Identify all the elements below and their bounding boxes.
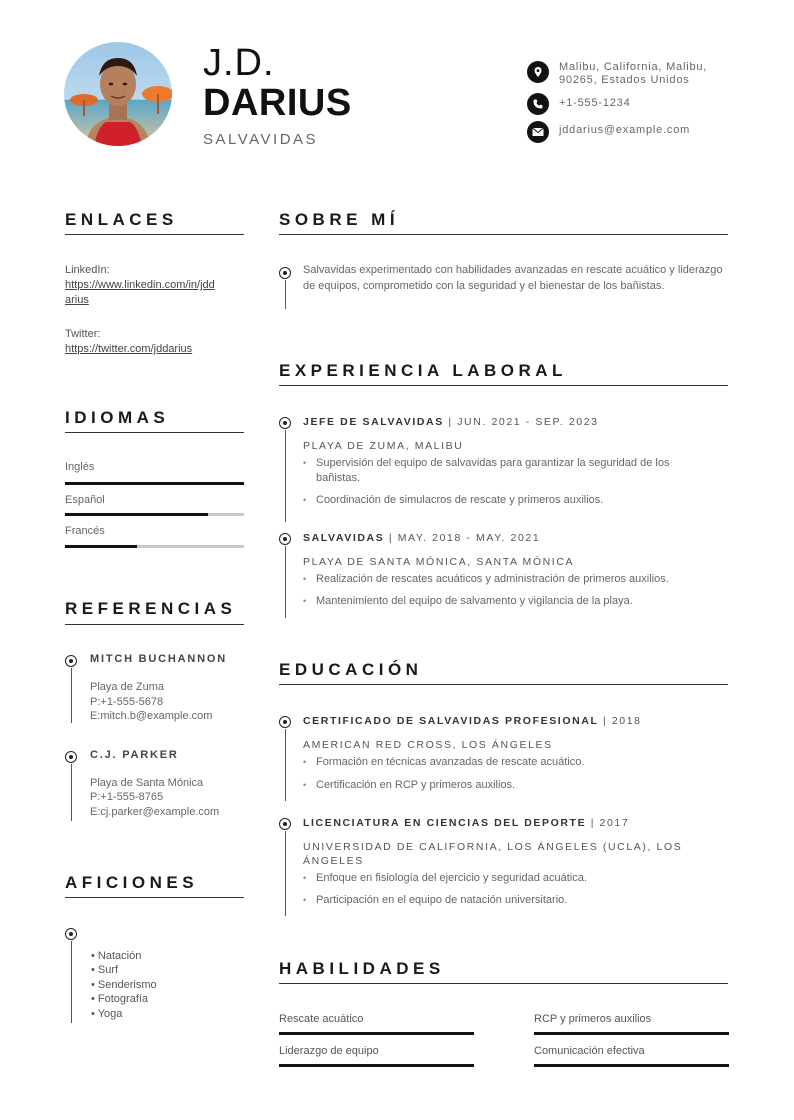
education-school: AMERICAN RED CROSS, LOS ÁNGELES — [303, 739, 553, 751]
reference-name: MITCH BUCHANNON — [90, 653, 227, 665]
linkedin-url-line-2[interactable]: arius — [65, 294, 89, 306]
contact-address — [527, 61, 737, 87]
about-text: Salvavidas experimentado con habilidades avanzadas en rescate acuático y liderazgo de equipos, comprometido con la seguridad y el bienestar de los bañistas. — [303, 264, 723, 292]
language-level-bar — [65, 513, 244, 516]
timeline-dot-icon — [279, 267, 291, 279]
hobby-item: • Natación — [91, 950, 142, 962]
experience-divider — [279, 385, 728, 386]
education-bullet: • Formación en técnicas avanzadas de rescate acuático. — [316, 755, 716, 770]
timeline-line — [285, 280, 286, 309]
language-label: Español — [65, 494, 105, 506]
address-line-1: Malibu, California, Malibu, — [559, 61, 708, 73]
job-title-line — [303, 416, 599, 428]
twitter-block — [65, 327, 245, 357]
job-dates: | MAY. 2018 - MAY. 2021 — [384, 532, 541, 544]
last-name: DARIUS — [203, 82, 352, 124]
contact-email — [527, 121, 737, 143]
skill-bar — [534, 1064, 729, 1067]
hobbies-divider — [65, 897, 244, 898]
about-divider — [279, 234, 728, 235]
languages-heading: IDIOMAS — [65, 408, 170, 427]
linkedin-block — [65, 263, 245, 308]
hobbies-heading: AFICIONES — [65, 873, 199, 892]
about-heading: SOBRE MÍ — [279, 210, 400, 229]
email-text: jddarius@example.com — [559, 124, 691, 136]
language-level-fill — [65, 513, 208, 516]
timeline-dot-icon — [279, 716, 291, 728]
job-bullet: • Supervisión del equipo de salvavidas para garantizar la seguridad de los bañistas. — [316, 456, 716, 485]
language-label: Francés — [65, 525, 105, 537]
education-year: | 2017 — [586, 817, 630, 829]
address-line-2: 90265, Estados Unidos — [559, 74, 690, 86]
education-divider — [279, 684, 728, 685]
job-role: JEFE DE SALVAVIDAS — [303, 416, 444, 428]
twitter-label: Twitter: — [65, 328, 101, 340]
phone-text: +1-555-1234 — [559, 97, 631, 109]
links-divider — [65, 234, 244, 235]
links-heading: ENLACES — [65, 210, 178, 229]
timeline-dot-icon — [279, 818, 291, 830]
language-level-bar — [65, 482, 244, 485]
linkedin-label: LinkedIn: — [65, 264, 110, 276]
timeline-dot-icon — [279, 417, 291, 429]
skill-bar — [279, 1032, 474, 1035]
first-name: J.D. — [203, 42, 275, 84]
education-bullet: • Certificación en RCP y primeros auxilios. — [316, 778, 716, 793]
languages-divider — [65, 432, 244, 433]
job-role: SALVAVIDAS — [303, 532, 385, 544]
timeline-dot-icon — [65, 928, 77, 940]
language-level-fill — [65, 545, 137, 548]
reference-email: E:cj.parker@example.com — [90, 806, 220, 818]
timeline-line — [71, 668, 72, 723]
timeline-line — [71, 941, 72, 1023]
skill-bar — [279, 1064, 474, 1067]
job-dates: | JUN. 2021 - SEP. 2023 — [443, 416, 599, 428]
education-year: | 2018 — [598, 715, 642, 727]
reference-name: C.J. PARKER — [90, 749, 179, 761]
education-heading: EDUCACIÓN — [279, 660, 423, 679]
job-bullet: • Realización de rescates acuáticos y administración de primeros auxilios. — [316, 572, 716, 587]
linkedin-url-line-1[interactable]: https://www.linkedin.com/in/jdd — [65, 279, 215, 291]
phone-icon — [527, 93, 549, 115]
hobby-item: • Surf — [91, 964, 119, 976]
education-bullet: • Enfoque en fisiología del ejercicio y seguridad acuática. — [316, 871, 716, 886]
skill-label: Rescate acuático — [279, 1013, 364, 1025]
reference-email: E:mitch.b@example.com — [90, 710, 213, 722]
language-level-bar — [65, 545, 244, 548]
hobby-item: • Fotografía — [91, 993, 149, 1005]
skill-label: RCP y primeros auxilios — [534, 1013, 652, 1025]
language-level-fill — [65, 482, 244, 485]
education-degree: CERTIFICADO DE SALVAVIDAS PROFESIONAL — [303, 715, 599, 727]
hobby-item: • Senderismo — [91, 979, 157, 991]
job-title-line — [303, 532, 540, 544]
experience-heading: EXPERIENCIA LABORAL — [279, 361, 567, 380]
timeline-dot-icon — [65, 751, 77, 763]
reference-place: Playa de Santa Mónica — [90, 777, 204, 789]
contact-phone — [527, 93, 737, 115]
language-label: Inglés — [65, 461, 95, 473]
job-bullet: • Coordinación de simulacros de rescate y primeros auxilios. — [316, 493, 716, 508]
timeline-line — [285, 729, 286, 801]
education-title-line — [303, 817, 629, 829]
hobby-item: • Yoga — [91, 1008, 123, 1020]
skill-label: Liderazgo de equipo — [279, 1045, 379, 1057]
job-bullet: • Mantenimiento del equipo de salvamento y vigilancia de la playa. — [316, 594, 716, 609]
skill-bar — [534, 1032, 729, 1035]
reference-phone: P:+1-555-8765 — [90, 791, 164, 803]
references-heading: REFERENCIAS — [65, 599, 237, 618]
envelope-icon — [527, 121, 549, 143]
linkedin-link[interactable] — [65, 278, 245, 308]
timeline-dot-icon — [279, 533, 291, 545]
timeline-line — [71, 764, 72, 821]
timeline-line — [285, 831, 286, 916]
job-title: SALVAVIDAS — [203, 131, 319, 148]
skills-divider — [279, 983, 728, 984]
education-degree: LICENCIATURA EN CIENCIAS DEL DEPORTE — [303, 817, 587, 829]
reference-phone: P:+1-555-5678 — [90, 696, 164, 708]
job-place: PLAYA DE ZUMA, MALIBU — [303, 440, 464, 452]
timeline-line — [285, 430, 286, 522]
timeline-line — [285, 546, 286, 618]
skill-label: Comunicación efectiva — [534, 1045, 645, 1057]
timeline-dot-icon — [65, 655, 77, 667]
references-divider — [65, 624, 244, 625]
map-pin-icon — [527, 61, 549, 83]
education-school-cont: ÁNGELES — [303, 855, 364, 867]
skills-heading: HABILIDADES — [279, 959, 445, 978]
profile-photo — [64, 42, 172, 146]
twitter-link[interactable]: https://twitter.com/jddarius — [65, 343, 193, 355]
reference-place: Playa de Zuma — [90, 681, 164, 693]
education-school: UNIVERSIDAD DE CALIFORNIA, LOS ÁNGELES (UCLA), LOS — [303, 841, 683, 853]
job-place: PLAYA DE SANTA MÓNICA, SANTA MÓNICA — [303, 556, 575, 568]
education-title-line — [303, 715, 642, 727]
education-bullet: • Participación en el equipo de natación universitario. — [316, 893, 716, 908]
